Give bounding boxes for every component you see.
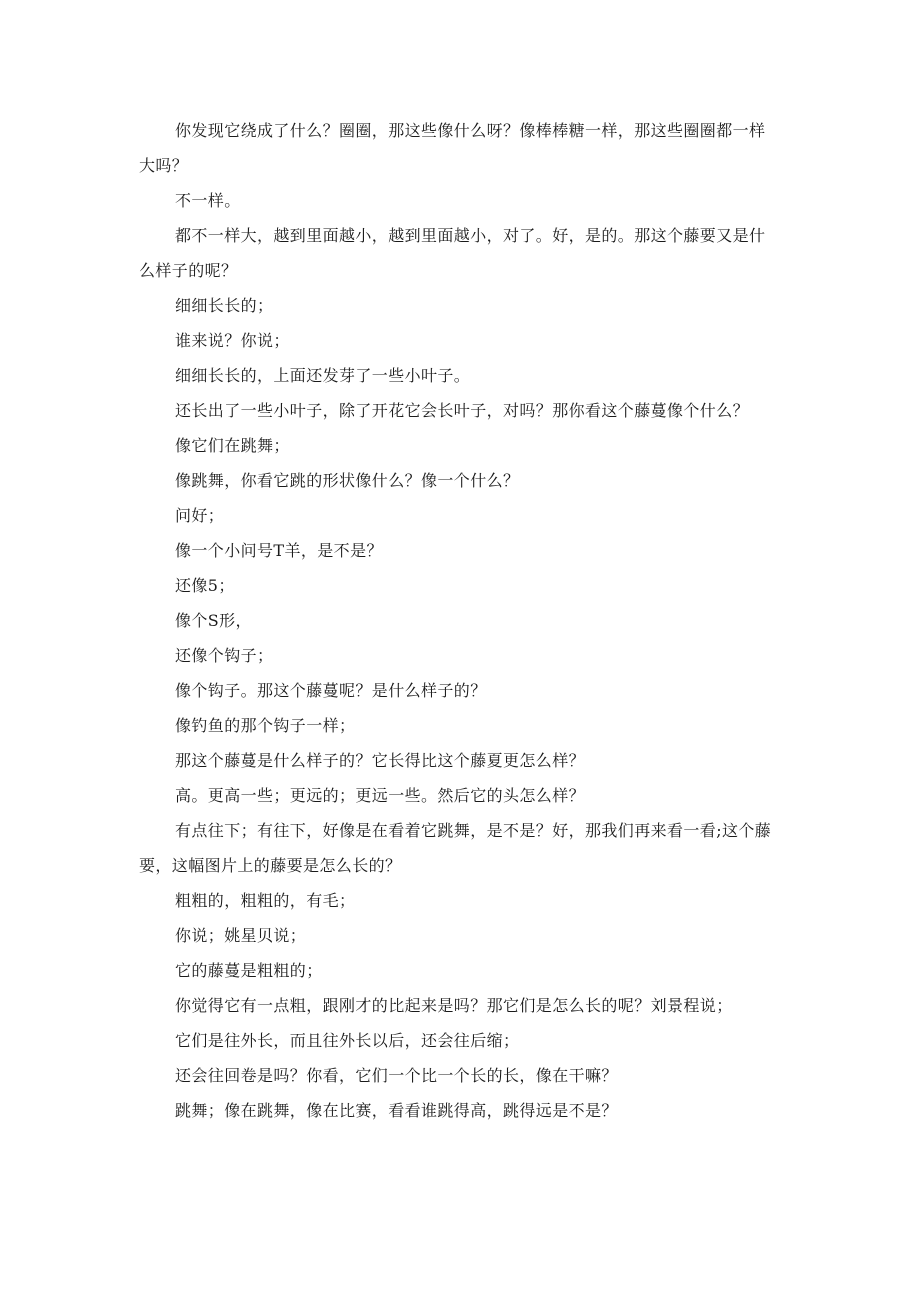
paragraph: 还会往回卷是吗？你看，它们一个比一个长的长，像在干嘛？ bbox=[175, 1066, 618, 1085]
paragraph: 都不一样大，越到里面越小，越到里面越小，对了。好，是的。那这个藤要又是什么样子的呢？ bbox=[139, 226, 766, 280]
paragraph: 高。更高一些；更远的；更远一些。然后它的头怎么样？ bbox=[175, 786, 586, 805]
paragraph: 还像5； bbox=[175, 576, 235, 595]
paragraph: 粗粗的，粗粗的，有毛； bbox=[175, 891, 356, 910]
paragraph: 像一个小问号T羊，是不是？ bbox=[175, 541, 383, 560]
paragraph: 你说；姚星贝说； bbox=[175, 926, 307, 945]
paragraph: 你发现它绕成了什么？圈圈，那这些像什么呀？像棒棒糖一样，那这些圈圈都一样大吗？ bbox=[139, 121, 766, 175]
paragraph: 问好； bbox=[175, 506, 225, 525]
paragraph: 细细长长的，上面还发芽了一些小叶子。 bbox=[175, 366, 471, 385]
paragraph: 细细长长的； bbox=[175, 296, 274, 315]
paragraph: 像它们在跳舞； bbox=[175, 436, 290, 455]
paragraph: 谁来说？你说； bbox=[175, 331, 290, 350]
paragraph: 像个S形， bbox=[175, 611, 252, 630]
document-body bbox=[139, 113, 779, 1128]
paragraph: 像跳舞，你看它跳的形状像什么？像一个什么？ bbox=[175, 471, 520, 490]
paragraph: 像钓鱼的那个钩子一样； bbox=[175, 716, 356, 735]
paragraph: 跳舞；像在跳舞，像在比赛，看看谁跳得高，跳得远是不是？ bbox=[175, 1101, 618, 1120]
paragraph: 像个钩子。那这个藤蔓呢？是什么样子的？ bbox=[175, 681, 487, 700]
paragraph: 有点往下；有往下，好像是在看着它跳舞，是不是？好，那我们再来看一看;这个藤要，这幅图片上的藤要是怎么长的？ bbox=[139, 821, 772, 875]
paragraph: 还像个钩子； bbox=[175, 646, 274, 665]
paragraph: 还长出了一些小叶子，除了开花它会长叶子，对吗？那你看这个藤蔓像个什么？ bbox=[175, 401, 750, 420]
paragraph: 那这个藤蔓是什么样子的？它长得比这个藤夏更怎么样？ bbox=[175, 751, 586, 770]
paragraph: 不一样。 bbox=[175, 191, 241, 210]
paragraph: 它们是往外长，而且往外长以后，还会往后缩； bbox=[175, 1031, 520, 1050]
paragraph: 它的藤蔓是粗粗的； bbox=[175, 961, 323, 980]
paragraph: 你觉得它有一点粗，跟刚才的比起来是吗？那它们是怎么长的呢？刘景程说； bbox=[175, 996, 733, 1015]
